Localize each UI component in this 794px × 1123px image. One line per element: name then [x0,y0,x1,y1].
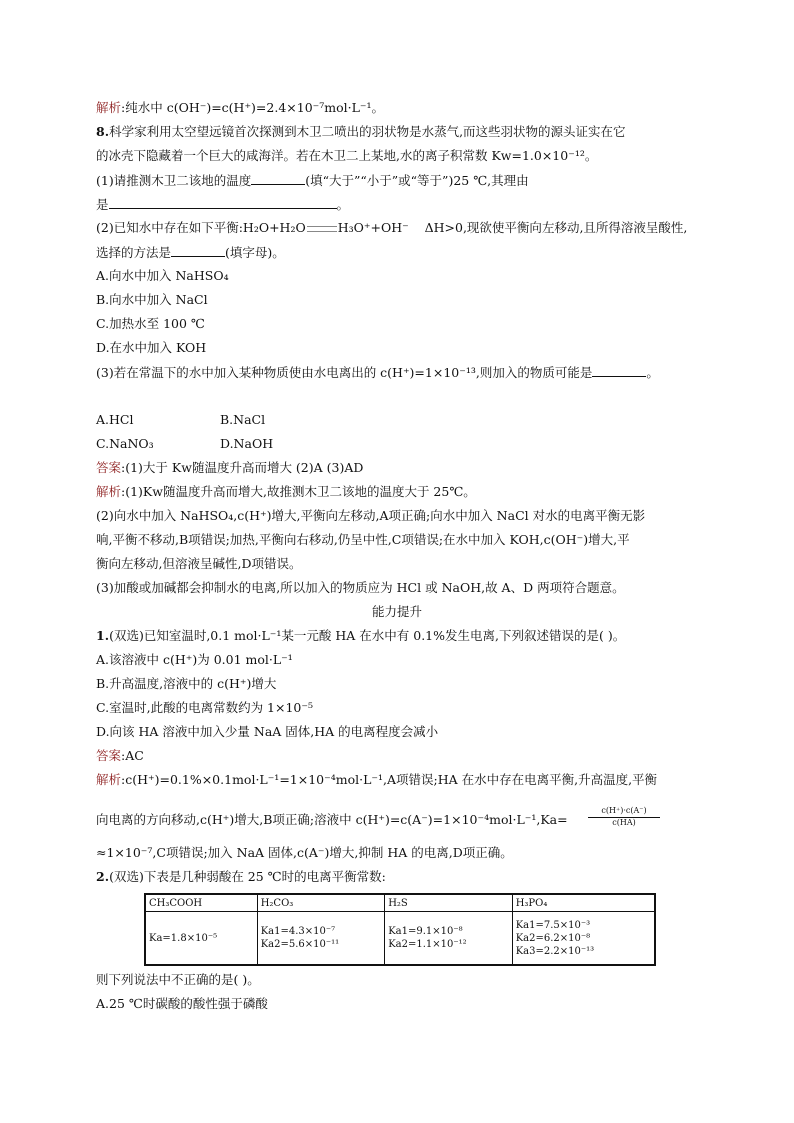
constant-value: Ka2=1.1×10⁻¹² [388,939,467,950]
answer-text: :AC [121,748,144,763]
analysis-label: 解析 [96,772,122,787]
table-header-cell: H₃PO₄ [512,894,655,912]
p1-answer-line [96,748,144,764]
option: A.该溶液中 c(H⁺)为 0.01 mol·L⁻¹ [96,652,293,667]
question-text: 科学家利用太空望远镜首次探测到木卫二喷出的羽状物是水蒸气,而这些羽状物的源头证实在它 [109,124,626,139]
part1-reason-prefix: 是 [96,197,109,212]
part2-hint: (填字母)。 [225,245,285,260]
option: A.HCl [96,412,134,427]
table-row [145,912,655,966]
constant-value: Ka=1.8×10⁻⁵ [149,932,218,944]
answer-label: 答案 [96,460,122,475]
question-text: (双选)已知室温时,0.1 mol·L⁻¹某一元酸 HA 在水中有 0.1%发生电离,下列叙述错误的是( )。 [109,628,626,643]
q8-analysis-line [96,484,476,500]
table-cell [512,912,655,966]
option: D.向该 HA 溶液中加入少量 NaA 固体,HA 的电离程度会减小 [96,724,439,739]
q8-part1-line [96,172,529,189]
ka-fraction [588,806,660,828]
answer-blank[interactable] [251,172,305,185]
q8-part3-line [96,364,659,381]
q8-stem-line-2: 的冰壳下隐藏着一个巨大的咸海洋。若在木卫二上某地,水的离子积常数 Kw=1.0×10⁻¹²。 [96,148,598,163]
constant-value: Ka1=7.5×10⁻³ [515,919,591,931]
analysis-label: 解析 [96,100,122,115]
q7-analysis-line [96,100,384,116]
q8-part1-reason-line [96,196,349,213]
fraction-denominator: c(HA) [612,818,636,827]
option: C.NaNO₃ [96,436,154,451]
p1-stem-line [96,628,625,644]
q8-answer-line [96,460,363,476]
q8-part2-choice-line [96,244,285,261]
part1-text: (1)请推测木卫二该地的温度 [96,173,252,188]
constant-value: Ka3=2.2×10⁻¹³ [515,945,595,957]
table-header-cell: CH₃COOH [145,894,257,912]
part3-end: 。 [646,365,659,380]
equilibrium-right: H₃O⁺+OH⁻ [337,220,409,235]
section-title: 能力提升 [371,604,422,619]
question-number: 8. [96,124,110,139]
constant-value: Ka2=5.6×10⁻¹¹ [260,939,340,950]
table-cell [257,912,385,966]
constant-value: Ka1=9.1×10⁻⁸ [388,926,463,937]
analysis-text: :纯水中 c(OH⁻)=c(H⁺)=2.4×10⁻⁷mol·L⁻¹。 [121,100,385,115]
option: B.NaCl [220,412,266,427]
option: D.NaOH [220,436,274,451]
q8-part2-line [96,220,687,236]
q8-stem-line-1 [96,124,626,140]
fraction-numerator: c(H⁺)·c(A⁻) [588,806,660,818]
option: A.向水中加入 NaHSO₄ [96,268,229,283]
option: C.加热水至 100 ℃ [96,316,205,331]
equilibrium-left: (2)已知水中存在如下平衡:H₂O+H₂O [96,220,306,235]
option: D.在水中加入 KOH [96,340,207,355]
part3-text: (3)若在常温下的水中加入某种物质使由水电离出的 c(H⁺)=1×10⁻¹³,则加入的物质可能是 [96,365,593,380]
option: C.室温时,此酸的电离常数约为 1×10⁻⁵ [96,700,313,715]
analysis-line: 向电离的方向移动,c(H⁺)增大,B项正确;溶液中 c(H⁺)=c(A⁻)=1×10⁻⁴mol·L⁻¹,Ka= [96,812,568,827]
table-header-row [145,894,655,912]
table-cell [145,912,257,966]
analysis-line: 衡向左移动,但溶液呈碱性,D项错误。 [96,556,302,571]
option: A.25 ℃时碳酸的酸性强于磷酸 [96,996,268,1011]
ionization-constants-table [144,893,656,966]
answer-blank[interactable] [592,364,646,377]
analysis-label: 解析 [96,484,122,499]
constant-value: Ka1=4.3×10⁻⁷ [260,926,336,937]
answer-text: :(1)大于 Kw随温度升高而增大 (2)A (3)AD [121,460,364,475]
option: B.向水中加入 NaCl [96,292,208,307]
option: B.升高温度,溶液中的 c(H⁺)增大 [96,676,277,691]
analysis-line: (2)向水中加入 NaHSO₄,c(H⁺)增大,平衡向左移动,A项正确;向水中加入 NaCl 对水的电离平衡无影 [96,508,646,523]
part2-prompt: 选择的方法是 [96,245,172,260]
part1-hint: (填“大于”“小于”或“等于”)25 ℃,其理由 [305,173,529,188]
answer-label: 答案 [96,748,122,763]
part2-text: ΔH>0,现欲使平衡向左移动,且所得溶液呈酸性, [424,220,688,235]
p2-question-line: 则下列说法中不正确的是( )。 [96,972,260,987]
answer-blank[interactable] [171,244,225,257]
question-number: 2. [96,869,110,884]
p1-analysis-line [96,772,657,788]
question-text: (双选)下表是几种弱酸在 25 ℃时的电离平衡常数: [109,869,386,884]
analysis-text: :c(H⁺)=0.1%×0.1mol·L⁻¹=1×10⁻⁴mol·L⁻¹,A项错误;HA 在水中存在电离平衡,升高温度,平衡 [121,772,658,787]
answer-blank[interactable] [109,196,337,209]
constant-value: Ka2=6.2×10⁻⁸ [515,932,591,944]
question-number: 1. [96,628,110,643]
analysis-line: 响,平衡不移动,B项错误;加热,平衡向右移动,仍呈中性,C项错误;在水中加入 KOH,c(OH⁻)增大,平 [96,532,630,547]
part1-end: 。 [336,197,350,212]
p2-stem-line [96,869,386,885]
analysis-text: :(1)Kw随温度升高而增大,故推测木卫二该地的温度大于 25℃。 [121,484,476,499]
analysis-line: ≈1×10⁻⁷,C项错误;加入 NaA 固体,c(A⁻)增大,抑制 HA 的电离,D项正确。 [96,845,513,860]
table-header-cell: H₂CO₃ [257,894,385,912]
reversible-arrow-icon [307,226,337,232]
analysis-line: (3)加酸或加碱都会抑制水的电离,所以加入的物质应为 HCl 或 NaOH,故 A、D 两项符合题意。 [96,580,625,595]
table-cell [385,912,513,966]
table-header-cell: H₂S [385,894,513,912]
